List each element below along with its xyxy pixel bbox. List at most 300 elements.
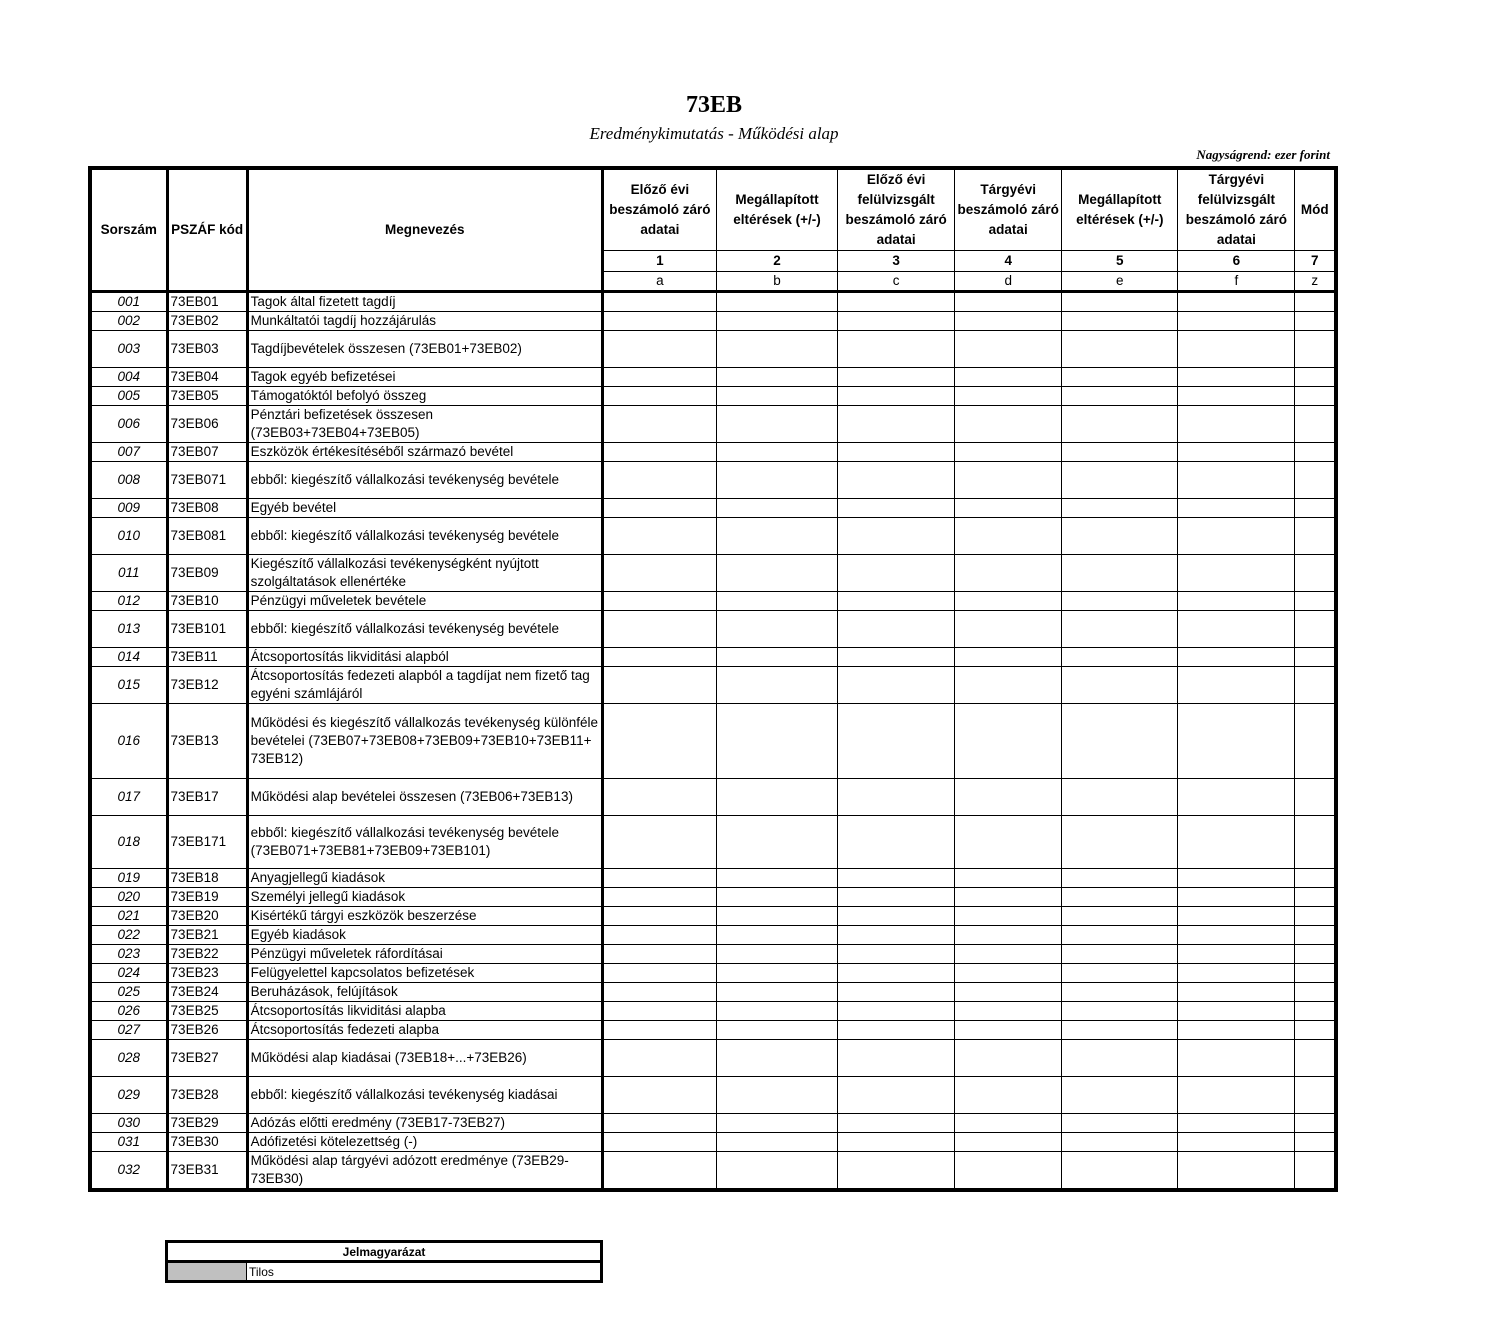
row-value-cell-d[interactable] bbox=[955, 592, 1062, 611]
row-pszaf-code: 73EB13 bbox=[167, 704, 247, 779]
row-value-cell-e[interactable] bbox=[1062, 983, 1178, 1002]
row-value-cell-z[interactable] bbox=[1295, 368, 1336, 387]
row-value-cell-a[interactable] bbox=[602, 555, 716, 592]
row-value-cell-b[interactable] bbox=[716, 1077, 837, 1114]
row-value-cell-a[interactable] bbox=[602, 443, 716, 462]
row-value-cell-f[interactable] bbox=[1178, 667, 1295, 704]
row-value-cell-b[interactable] bbox=[716, 611, 837, 648]
table-row bbox=[90, 926, 1336, 945]
row-value-cell-a[interactable] bbox=[602, 518, 716, 555]
row-megnevezes: Átcsoportosítás fedezeti alapból a tagdíjat nem fizető tag egyéni számlájáról bbox=[247, 667, 602, 704]
row-value-cell-f[interactable] bbox=[1178, 1114, 1295, 1133]
row-value-cell-e[interactable] bbox=[1062, 667, 1178, 704]
row-value-cell-b[interactable] bbox=[716, 1021, 837, 1040]
row-value-cell-e[interactable] bbox=[1062, 648, 1178, 667]
row-value-cell-z[interactable] bbox=[1295, 667, 1336, 704]
row-value-cell-d[interactable] bbox=[955, 312, 1062, 331]
row-megnevezes: Tagok egyéb befizetései bbox=[247, 368, 602, 387]
row-value-cell-a[interactable] bbox=[602, 368, 716, 387]
row-megnevezes: Pénztári befizetések összesen (73EB03+73EB04+73EB05) bbox=[247, 406, 602, 443]
row-value-cell-e[interactable] bbox=[1062, 331, 1178, 368]
row-value-cell-c[interactable] bbox=[838, 387, 955, 406]
row-value-cell-b[interactable] bbox=[716, 1002, 837, 1021]
row-value-cell-e[interactable] bbox=[1062, 945, 1178, 964]
table-row bbox=[90, 964, 1336, 983]
row-value-cell-z[interactable] bbox=[1295, 816, 1336, 869]
row-value-cell-f[interactable] bbox=[1178, 1040, 1295, 1077]
row-value-cell-f[interactable] bbox=[1178, 945, 1295, 964]
row-value-cell-a[interactable] bbox=[602, 387, 716, 406]
row-value-cell-f[interactable] bbox=[1178, 406, 1295, 443]
row-value-cell-b[interactable] bbox=[716, 983, 837, 1002]
row-value-cell-c[interactable] bbox=[838, 926, 955, 945]
row-value-cell-d[interactable] bbox=[955, 945, 1062, 964]
row-value-cell-d[interactable] bbox=[955, 1133, 1062, 1152]
row-megnevezes: Támogatóktól befolyó összeg bbox=[247, 387, 602, 406]
row-megnevezes: Adófizetési kötelezettség (-) bbox=[247, 1133, 602, 1152]
row-pszaf-code: 73EB29 bbox=[167, 1114, 247, 1133]
row-value-cell-z[interactable] bbox=[1295, 499, 1336, 518]
row-value-cell-e[interactable] bbox=[1062, 611, 1178, 648]
row-value-cell-e[interactable] bbox=[1062, 406, 1178, 443]
row-pszaf-code: 73EB26 bbox=[167, 1021, 247, 1040]
row-value-cell-z[interactable] bbox=[1295, 945, 1336, 964]
row-megnevezes: Működési alap tárgyévi adózott eredménye (73EB29-73EB30) bbox=[247, 1152, 602, 1191]
row-value-cell-f[interactable] bbox=[1178, 888, 1295, 907]
row-sorszam: 014 bbox=[90, 648, 167, 667]
row-sorszam: 018 bbox=[90, 816, 167, 869]
row-pszaf-code: 73EB09 bbox=[167, 555, 247, 592]
row-value-cell-z[interactable] bbox=[1295, 1002, 1336, 1021]
row-value-cell-f[interactable] bbox=[1178, 592, 1295, 611]
row-value-cell-b[interactable] bbox=[716, 292, 837, 312]
row-value-cell-c[interactable] bbox=[838, 1002, 955, 1021]
row-value-cell-b[interactable] bbox=[716, 926, 837, 945]
row-value-cell-e[interactable] bbox=[1062, 518, 1178, 555]
row-value-cell-a[interactable] bbox=[602, 292, 716, 312]
row-value-cell-z[interactable] bbox=[1295, 443, 1336, 462]
row-value-cell-e[interactable] bbox=[1062, 368, 1178, 387]
row-value-cell-b[interactable] bbox=[716, 816, 837, 869]
row-value-cell-c[interactable] bbox=[838, 312, 955, 331]
row-value-cell-d[interactable] bbox=[955, 555, 1062, 592]
table-row bbox=[90, 406, 1336, 443]
row-pszaf-code: 73EB081 bbox=[167, 518, 247, 555]
row-value-cell-a[interactable] bbox=[602, 611, 716, 648]
row-value-cell-f[interactable] bbox=[1178, 1133, 1295, 1152]
row-value-cell-b[interactable] bbox=[716, 888, 837, 907]
row-value-cell-b[interactable] bbox=[716, 779, 837, 816]
row-value-cell-z[interactable] bbox=[1295, 1152, 1336, 1191]
row-value-cell-b[interactable] bbox=[716, 462, 837, 499]
row-value-cell-d[interactable] bbox=[955, 387, 1062, 406]
row-value-cell-c[interactable] bbox=[838, 888, 955, 907]
header-col-5: Megállapított eltérések (+/-) bbox=[1062, 168, 1178, 251]
row-value-cell-z[interactable] bbox=[1295, 983, 1336, 1002]
row-pszaf-code: 73EB05 bbox=[167, 387, 247, 406]
row-value-cell-e[interactable] bbox=[1062, 312, 1178, 331]
legend-swatch-tilos bbox=[167, 1262, 247, 1282]
row-sorszam: 020 bbox=[90, 888, 167, 907]
row-value-cell-e[interactable] bbox=[1062, 443, 1178, 462]
row-value-cell-f[interactable] bbox=[1178, 1002, 1295, 1021]
row-sorszam: 008 bbox=[90, 462, 167, 499]
row-pszaf-code: 73EB22 bbox=[167, 945, 247, 964]
row-value-cell-d[interactable] bbox=[955, 907, 1062, 926]
row-megnevezes: Működési alap kiadásai (73EB18+...+73EB26) bbox=[247, 1040, 602, 1077]
row-value-cell-z[interactable] bbox=[1295, 907, 1336, 926]
row-value-cell-c[interactable] bbox=[838, 648, 955, 667]
row-value-cell-z[interactable] bbox=[1295, 592, 1336, 611]
row-value-cell-c[interactable] bbox=[838, 443, 955, 462]
row-value-cell-a[interactable] bbox=[602, 667, 716, 704]
row-value-cell-d[interactable] bbox=[955, 518, 1062, 555]
row-value-cell-c[interactable] bbox=[838, 1077, 955, 1114]
row-value-cell-a[interactable] bbox=[602, 945, 716, 964]
row-value-cell-b[interactable] bbox=[716, 907, 837, 926]
row-value-cell-e[interactable] bbox=[1062, 292, 1178, 312]
row-value-cell-f[interactable] bbox=[1178, 1021, 1295, 1040]
row-value-cell-z[interactable] bbox=[1295, 331, 1336, 368]
row-value-cell-b[interactable] bbox=[716, 945, 837, 964]
row-value-cell-d[interactable] bbox=[955, 648, 1062, 667]
row-value-cell-c[interactable] bbox=[838, 292, 955, 312]
col-num-2: 2 bbox=[716, 251, 837, 272]
row-value-cell-c[interactable] bbox=[838, 964, 955, 983]
row-value-cell-b[interactable] bbox=[716, 869, 837, 888]
row-value-cell-b[interactable] bbox=[716, 368, 837, 387]
row-megnevezes: Felügyelettel kapcsolatos befizetések bbox=[247, 964, 602, 983]
row-value-cell-f[interactable] bbox=[1178, 462, 1295, 499]
row-value-cell-d[interactable] bbox=[955, 964, 1062, 983]
row-value-cell-e[interactable] bbox=[1062, 816, 1178, 869]
row-value-cell-e[interactable] bbox=[1062, 499, 1178, 518]
row-value-cell-z[interactable] bbox=[1295, 1077, 1336, 1114]
row-value-cell-z[interactable] bbox=[1295, 869, 1336, 888]
row-value-cell-a[interactable] bbox=[602, 1021, 716, 1040]
row-megnevezes: Anyagjellegű kiadások bbox=[247, 869, 602, 888]
header-megnevezes: Megnevezés bbox=[247, 168, 602, 292]
unit-note: Nagyságrend: ezer forint bbox=[1196, 147, 1330, 162]
row-value-cell-d[interactable] bbox=[955, 869, 1062, 888]
row-value-cell-z[interactable] bbox=[1295, 292, 1336, 312]
row-value-cell-c[interactable] bbox=[838, 816, 955, 869]
row-value-cell-z[interactable] bbox=[1295, 888, 1336, 907]
row-value-cell-d[interactable] bbox=[955, 499, 1062, 518]
row-value-cell-c[interactable] bbox=[838, 779, 955, 816]
row-value-cell-a[interactable] bbox=[602, 1002, 716, 1021]
header-col-1: Előző évi beszámoló záró adatai bbox=[602, 168, 716, 251]
row-sorszam: 004 bbox=[90, 368, 167, 387]
row-value-cell-a[interactable] bbox=[602, 704, 716, 779]
row-value-cell-e[interactable] bbox=[1062, 387, 1178, 406]
row-value-cell-e[interactable] bbox=[1062, 1077, 1178, 1114]
row-value-cell-b[interactable] bbox=[716, 406, 837, 443]
row-value-cell-f[interactable] bbox=[1178, 1152, 1295, 1191]
row-megnevezes: Átcsoportosítás likviditási alapba bbox=[247, 1002, 602, 1021]
row-value-cell-f[interactable] bbox=[1178, 443, 1295, 462]
row-value-cell-c[interactable] bbox=[838, 518, 955, 555]
row-value-cell-b[interactable] bbox=[716, 1040, 837, 1077]
row-value-cell-z[interactable] bbox=[1295, 462, 1336, 499]
row-value-cell-f[interactable] bbox=[1178, 816, 1295, 869]
row-value-cell-b[interactable] bbox=[716, 312, 837, 331]
row-pszaf-code: 73EB21 bbox=[167, 926, 247, 945]
row-value-cell-c[interactable] bbox=[838, 1114, 955, 1133]
row-value-cell-z[interactable] bbox=[1295, 312, 1336, 331]
row-value-cell-d[interactable] bbox=[955, 1002, 1062, 1021]
row-value-cell-c[interactable] bbox=[838, 1152, 955, 1191]
row-value-cell-z[interactable] bbox=[1295, 704, 1336, 779]
row-value-cell-c[interactable] bbox=[838, 1040, 955, 1077]
row-value-cell-f[interactable] bbox=[1178, 368, 1295, 387]
row-value-cell-d[interactable] bbox=[955, 1021, 1062, 1040]
row-value-cell-b[interactable] bbox=[716, 331, 837, 368]
row-megnevezes: Tagok által fizetett tagdíj bbox=[247, 292, 602, 312]
row-megnevezes: Egyéb bevétel bbox=[247, 499, 602, 518]
row-value-cell-d[interactable] bbox=[955, 1152, 1062, 1191]
row-value-cell-b[interactable] bbox=[716, 499, 837, 518]
row-value-cell-e[interactable] bbox=[1062, 592, 1178, 611]
row-value-cell-d[interactable] bbox=[955, 331, 1062, 368]
row-value-cell-e[interactable] bbox=[1062, 555, 1178, 592]
table-row bbox=[90, 945, 1336, 964]
row-value-cell-f[interactable] bbox=[1178, 518, 1295, 555]
row-value-cell-b[interactable] bbox=[716, 555, 837, 592]
row-value-cell-c[interactable] bbox=[838, 331, 955, 368]
row-value-cell-a[interactable] bbox=[602, 907, 716, 926]
row-value-cell-d[interactable] bbox=[955, 888, 1062, 907]
row-value-cell-a[interactable] bbox=[602, 964, 716, 983]
row-value-cell-b[interactable] bbox=[716, 964, 837, 983]
row-pszaf-code: 73EB17 bbox=[167, 779, 247, 816]
row-value-cell-b[interactable] bbox=[716, 648, 837, 667]
row-value-cell-f[interactable] bbox=[1178, 704, 1295, 779]
row-value-cell-f[interactable] bbox=[1178, 387, 1295, 406]
row-value-cell-d[interactable] bbox=[955, 983, 1062, 1002]
row-value-cell-d[interactable] bbox=[955, 611, 1062, 648]
row-value-cell-a[interactable] bbox=[602, 983, 716, 1002]
row-value-cell-a[interactable] bbox=[602, 926, 716, 945]
row-value-cell-a[interactable] bbox=[602, 312, 716, 331]
row-megnevezes: Tagdíjbevételek összesen (73EB01+73EB02) bbox=[247, 331, 602, 368]
row-value-cell-a[interactable] bbox=[602, 462, 716, 499]
row-value-cell-e[interactable] bbox=[1062, 1021, 1178, 1040]
row-value-cell-f[interactable] bbox=[1178, 869, 1295, 888]
row-value-cell-b[interactable] bbox=[716, 387, 837, 406]
col-letter-d: d bbox=[955, 272, 1062, 292]
form-code-title: 73EB bbox=[685, 92, 742, 118]
row-value-cell-e[interactable] bbox=[1062, 1002, 1178, 1021]
row-value-cell-f[interactable] bbox=[1178, 907, 1295, 926]
row-megnevezes: Működési és kiegészítő vállalkozás tevékenység különféle bevételei (73EB07+73EB08+73EB09+73EB10+73EB11+ 73EB12) bbox=[247, 704, 602, 779]
row-sorszam: 029 bbox=[90, 1077, 167, 1114]
row-value-cell-f[interactable] bbox=[1178, 779, 1295, 816]
row-value-cell-d[interactable] bbox=[955, 1114, 1062, 1133]
row-value-cell-z[interactable] bbox=[1295, 926, 1336, 945]
row-value-cell-c[interactable] bbox=[838, 406, 955, 443]
row-value-cell-c[interactable] bbox=[838, 907, 955, 926]
row-value-cell-c[interactable] bbox=[838, 1133, 955, 1152]
row-value-cell-c[interactable] bbox=[838, 368, 955, 387]
row-value-cell-z[interactable] bbox=[1295, 1040, 1336, 1077]
row-value-cell-z[interactable] bbox=[1295, 779, 1336, 816]
row-value-cell-f[interactable] bbox=[1178, 312, 1295, 331]
table-row bbox=[90, 331, 1336, 368]
row-value-cell-z[interactable] bbox=[1295, 406, 1336, 443]
row-value-cell-z[interactable] bbox=[1295, 648, 1336, 667]
row-value-cell-d[interactable] bbox=[955, 1040, 1062, 1077]
row-sorszam: 012 bbox=[90, 592, 167, 611]
row-value-cell-d[interactable] bbox=[955, 667, 1062, 704]
col-letter-c: c bbox=[838, 272, 955, 292]
row-value-cell-d[interactable] bbox=[955, 443, 1062, 462]
header-col-3: Előző évi felülvizsgált beszámoló záró adatai bbox=[838, 168, 955, 251]
row-value-cell-d[interactable] bbox=[955, 1077, 1062, 1114]
row-value-cell-c[interactable] bbox=[838, 611, 955, 648]
row-value-cell-z[interactable] bbox=[1295, 1133, 1336, 1152]
row-value-cell-f[interactable] bbox=[1178, 1077, 1295, 1114]
row-value-cell-b[interactable] bbox=[716, 518, 837, 555]
table-row bbox=[90, 387, 1336, 406]
row-value-cell-a[interactable] bbox=[602, 1133, 716, 1152]
row-value-cell-f[interactable] bbox=[1178, 926, 1295, 945]
row-megnevezes: Adózás előtti eredmény (73EB17-73EB27) bbox=[247, 1114, 602, 1133]
header-col-6: Tárgyévi felülvizsgált beszámoló záró adatai bbox=[1178, 168, 1295, 251]
row-megnevezes: Pénzügyi műveletek ráfordításai bbox=[247, 945, 602, 964]
row-value-cell-e[interactable] bbox=[1062, 462, 1178, 499]
row-value-cell-c[interactable] bbox=[838, 462, 955, 499]
row-pszaf-code: 73EB06 bbox=[167, 406, 247, 443]
legend-label-tilos: Tilos bbox=[247, 1262, 602, 1282]
row-value-cell-e[interactable] bbox=[1062, 1152, 1178, 1191]
row-value-cell-f[interactable] bbox=[1178, 292, 1295, 312]
row-sorszam: 007 bbox=[90, 443, 167, 462]
row-value-cell-a[interactable] bbox=[602, 869, 716, 888]
row-pszaf-code: 73EB18 bbox=[167, 869, 247, 888]
row-megnevezes: Működési alap bevételei összesen (73EB06+73EB13) bbox=[247, 779, 602, 816]
row-megnevezes: ebből: kiegészítő vállalkozási tevékenység bevétele (73EB071+73EB81+73EB09+73EB101) bbox=[247, 816, 602, 869]
row-megnevezes: Munkáltatói tagdíj hozzájárulás bbox=[247, 312, 602, 331]
col-letter-b: b bbox=[716, 272, 837, 292]
row-value-cell-a[interactable] bbox=[602, 331, 716, 368]
row-value-cell-c[interactable] bbox=[838, 499, 955, 518]
legend bbox=[165, 1240, 603, 1283]
row-value-cell-b[interactable] bbox=[716, 667, 837, 704]
row-value-cell-a[interactable] bbox=[602, 592, 716, 611]
row-value-cell-d[interactable] bbox=[955, 704, 1062, 779]
row-value-cell-d[interactable] bbox=[955, 406, 1062, 443]
table-row bbox=[90, 816, 1336, 869]
row-value-cell-b[interactable] bbox=[716, 592, 837, 611]
row-value-cell-b[interactable] bbox=[716, 1114, 837, 1133]
row-value-cell-d[interactable] bbox=[955, 816, 1062, 869]
row-value-cell-a[interactable] bbox=[602, 1040, 716, 1077]
row-megnevezes: Átcsoportosítás fedezeti alapba bbox=[247, 1021, 602, 1040]
row-sorszam: 011 bbox=[90, 555, 167, 592]
row-value-cell-f[interactable] bbox=[1178, 555, 1295, 592]
row-value-cell-f[interactable] bbox=[1178, 983, 1295, 1002]
row-value-cell-a[interactable] bbox=[602, 406, 716, 443]
row-pszaf-code: 73EB20 bbox=[167, 907, 247, 926]
row-value-cell-z[interactable] bbox=[1295, 518, 1336, 555]
row-value-cell-f[interactable] bbox=[1178, 611, 1295, 648]
row-value-cell-b[interactable] bbox=[716, 1133, 837, 1152]
header-col-7: Mód bbox=[1295, 168, 1336, 251]
header-pszaf: PSZÁF kód bbox=[167, 168, 247, 292]
row-value-cell-c[interactable] bbox=[838, 1021, 955, 1040]
row-value-cell-e[interactable] bbox=[1062, 1040, 1178, 1077]
row-value-cell-f[interactable] bbox=[1178, 964, 1295, 983]
row-sorszam: 022 bbox=[90, 926, 167, 945]
row-value-cell-e[interactable] bbox=[1062, 907, 1178, 926]
row-value-cell-e[interactable] bbox=[1062, 779, 1178, 816]
row-value-cell-c[interactable] bbox=[838, 704, 955, 779]
row-value-cell-d[interactable] bbox=[955, 462, 1062, 499]
row-value-cell-f[interactable] bbox=[1178, 648, 1295, 667]
row-value-cell-e[interactable] bbox=[1062, 1114, 1178, 1133]
table-row bbox=[90, 648, 1336, 667]
row-value-cell-c[interactable] bbox=[838, 869, 955, 888]
row-value-cell-a[interactable] bbox=[602, 1114, 716, 1133]
row-sorszam: 006 bbox=[90, 406, 167, 443]
col-letter-z: z bbox=[1295, 272, 1336, 292]
col-num-5: 5 bbox=[1062, 251, 1178, 272]
row-sorszam: 005 bbox=[90, 387, 167, 406]
row-value-cell-d[interactable] bbox=[955, 292, 1062, 312]
row-value-cell-e[interactable] bbox=[1062, 964, 1178, 983]
row-value-cell-b[interactable] bbox=[716, 1152, 837, 1191]
row-value-cell-e[interactable] bbox=[1062, 926, 1178, 945]
row-value-cell-c[interactable] bbox=[838, 555, 955, 592]
row-value-cell-a[interactable] bbox=[602, 888, 716, 907]
row-value-cell-f[interactable] bbox=[1178, 499, 1295, 518]
table-row bbox=[90, 292, 1336, 312]
row-value-cell-c[interactable] bbox=[838, 983, 955, 1002]
row-value-cell-z[interactable] bbox=[1295, 1114, 1336, 1133]
table-row bbox=[90, 779, 1336, 816]
row-value-cell-d[interactable] bbox=[955, 779, 1062, 816]
row-sorszam: 019 bbox=[90, 869, 167, 888]
row-value-cell-e[interactable] bbox=[1062, 704, 1178, 779]
row-value-cell-c[interactable] bbox=[838, 592, 955, 611]
row-value-cell-z[interactable] bbox=[1295, 387, 1336, 406]
row-megnevezes: Átcsoportosítás likviditási alapból bbox=[247, 648, 602, 667]
row-value-cell-a[interactable] bbox=[602, 1152, 716, 1191]
row-value-cell-f[interactable] bbox=[1178, 331, 1295, 368]
row-value-cell-e[interactable] bbox=[1062, 888, 1178, 907]
row-value-cell-e[interactable] bbox=[1062, 1133, 1178, 1152]
row-value-cell-a[interactable] bbox=[602, 499, 716, 518]
row-sorszam: 031 bbox=[90, 1133, 167, 1152]
row-value-cell-b[interactable] bbox=[716, 704, 837, 779]
row-value-cell-c[interactable] bbox=[838, 945, 955, 964]
row-value-cell-z[interactable] bbox=[1295, 964, 1336, 983]
row-pszaf-code: 73EB31 bbox=[167, 1152, 247, 1191]
row-value-cell-z[interactable] bbox=[1295, 611, 1336, 648]
row-value-cell-e[interactable] bbox=[1062, 869, 1178, 888]
row-value-cell-a[interactable] bbox=[602, 816, 716, 869]
row-value-cell-z[interactable] bbox=[1295, 1021, 1336, 1040]
row-value-cell-z[interactable] bbox=[1295, 555, 1336, 592]
row-value-cell-a[interactable] bbox=[602, 648, 716, 667]
row-value-cell-a[interactable] bbox=[602, 1077, 716, 1114]
row-value-cell-b[interactable] bbox=[716, 443, 837, 462]
row-value-cell-a[interactable] bbox=[602, 779, 716, 816]
row-value-cell-d[interactable] bbox=[955, 368, 1062, 387]
row-value-cell-d[interactable] bbox=[955, 926, 1062, 945]
row-value-cell-c[interactable] bbox=[838, 667, 955, 704]
